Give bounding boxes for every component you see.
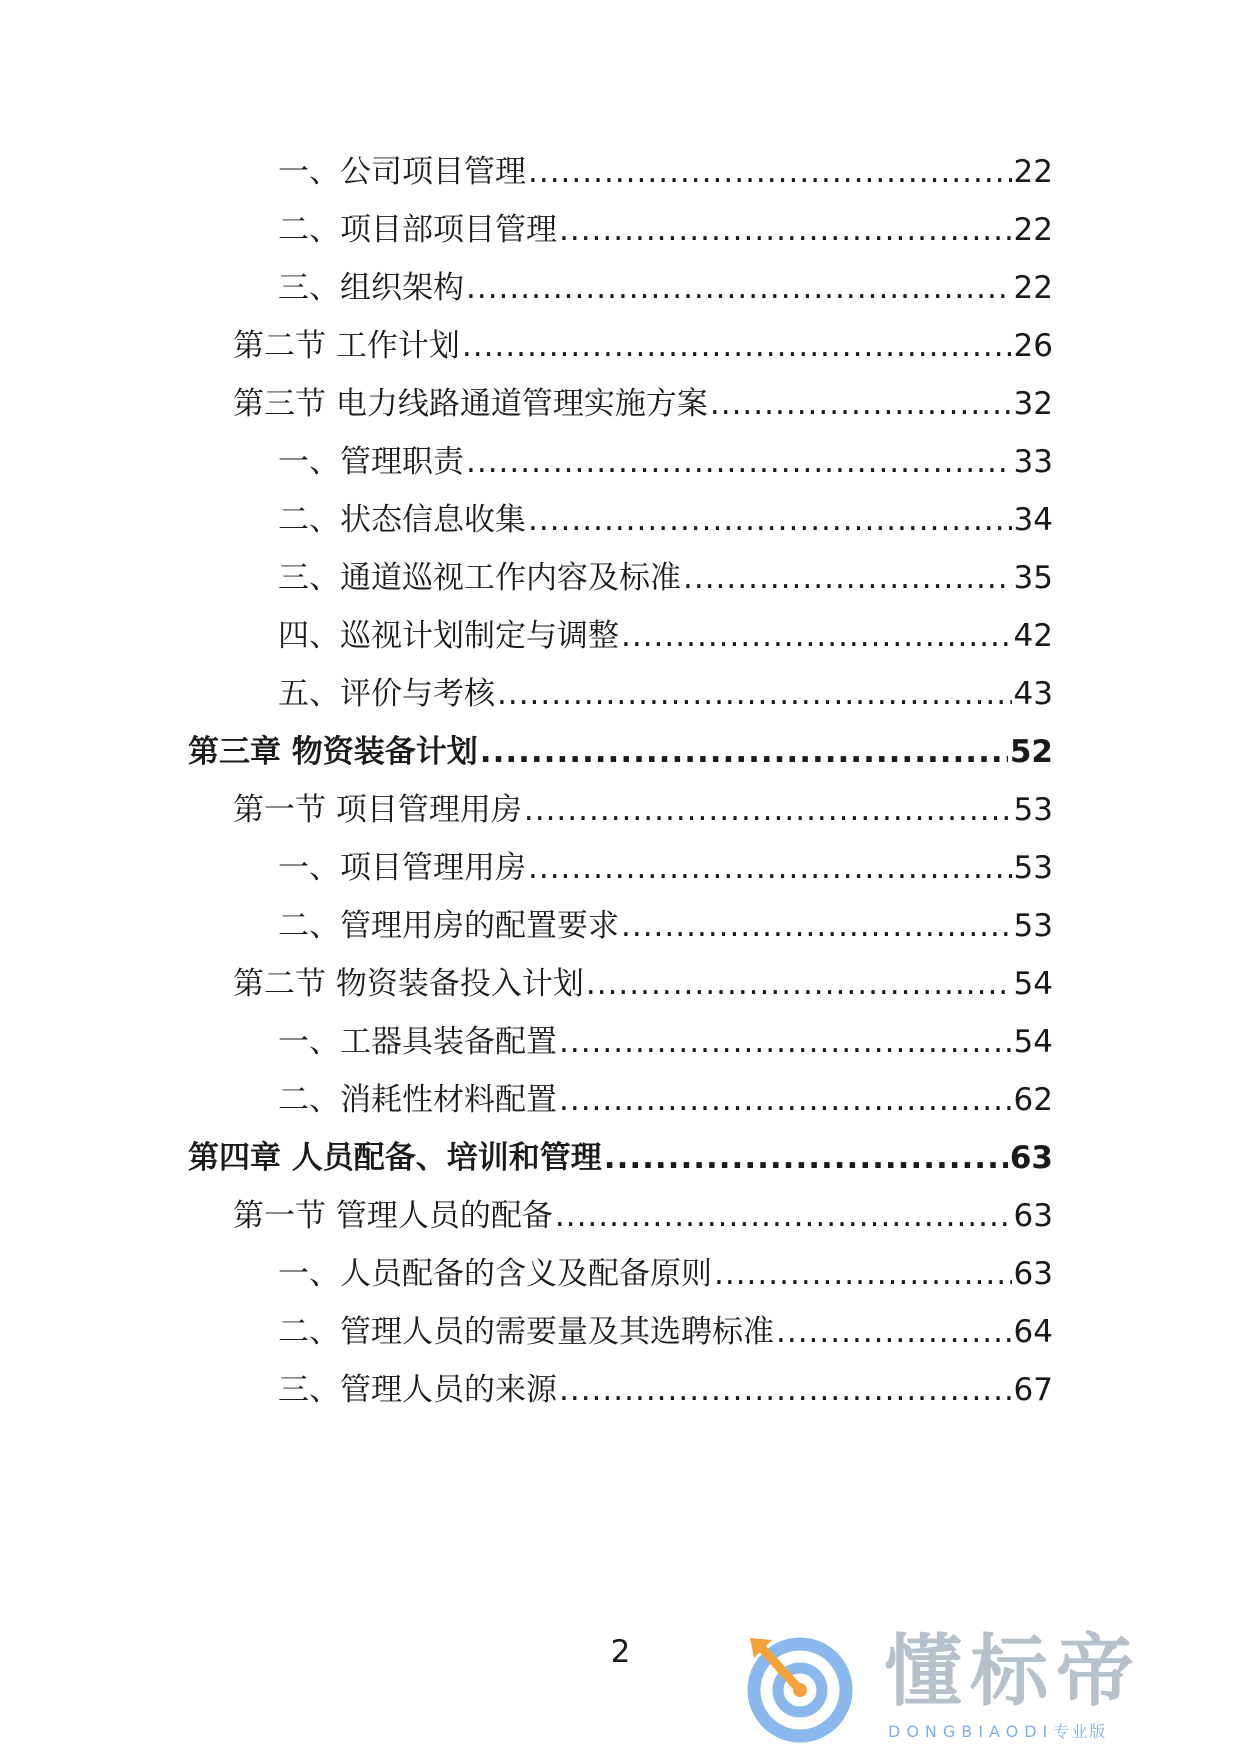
toc-entry-page: 67 [1013,1372,1053,1408]
toc-section-entry[interactable] [233,324,1053,368]
page-number: 2 [610,1634,631,1670]
toc-dot-leader [559,1078,1012,1122]
toc-entry-page: 63 [1013,1256,1053,1292]
toc-dot-leader [524,788,1012,832]
toc-entry-page: 53 [1013,908,1053,944]
toc-subsection-entry[interactable] [278,672,1053,716]
toc-entry-title: 二、消耗性材料配置 [278,1082,557,1118]
toc-entry-title: 第一节 项目管理用房 [233,792,522,828]
toc-dot-leader [604,1136,1008,1180]
toc-entry-title: 一、工器具装备配置 [278,1024,557,1060]
toc-subsection-entry[interactable] [278,1078,1053,1122]
toc-subsection-entry[interactable] [278,1310,1053,1354]
toc-dot-leader [555,1194,1012,1238]
toc-entry-page: 32 [1013,386,1053,422]
toc-dot-leader [683,556,1012,600]
toc-entry-title: 一、项目管理用房 [278,850,526,886]
toc-entry-title: 四、巡视计划制定与调整 [278,618,619,654]
toc-dot-leader [621,614,1012,658]
watermark-logo [738,1624,1218,1746]
toc-entry-title: 一、人员配备的含义及配备原则 [278,1256,712,1292]
toc-subsection-entry[interactable] [278,440,1053,484]
toc-dot-leader [528,498,1012,542]
toc-dot-leader [714,1252,1012,1296]
toc-entry-title: 二、状态信息收集 [278,502,526,538]
toc-entry-title: 五、评价与考核 [278,676,495,712]
toc-entry-page: 64 [1013,1314,1053,1350]
toc-dot-leader [528,150,1012,194]
toc-subsection-entry[interactable] [278,1252,1053,1296]
toc-entry-title: 一、公司项目管理 [278,154,526,190]
toc-entry-page: 63 [1013,1198,1053,1234]
watermark-tag: 专业版 [1053,1722,1108,1741]
toc-entry-title: 一、管理职责 [278,444,464,480]
toc-subsection-entry[interactable] [278,556,1053,600]
toc-entry-page: 22 [1013,270,1053,306]
target-arrow-icon [742,1628,858,1744]
toc-entry-title: 三、通道巡视工作内容及标准 [278,560,681,596]
toc-dot-leader [710,382,1012,426]
toc-subsection-entry[interactable] [278,266,1053,310]
toc-dot-leader [466,266,1012,310]
toc-entry-page: 33 [1013,444,1053,480]
toc-subsection-entry[interactable] [278,150,1053,194]
toc-entry-page: 22 [1013,154,1053,190]
toc-subsection-entry[interactable] [278,208,1053,252]
toc-entry-title: 二、管理人员的需要量及其选聘标准 [278,1314,774,1350]
toc-entry-page: 42 [1013,618,1053,654]
toc-chapter-entry[interactable] [188,1136,1053,1180]
toc-dot-leader [559,208,1012,252]
toc-dot-leader [497,672,1012,716]
toc-dot-leader [480,730,1008,774]
toc-dot-leader [559,1368,1012,1412]
toc-entry-title: 第二节 工作计划 [233,328,460,364]
toc-dot-leader [621,904,1012,948]
toc-entry-page: 35 [1013,560,1053,596]
toc-dot-leader [462,324,1012,368]
toc-dot-leader [586,962,1012,1006]
toc-dot-leader [466,440,1012,484]
toc-entry-title: 第二节 物资装备投入计划 [233,966,584,1002]
toc-entry-page: 43 [1013,676,1053,712]
toc-entry-page: 52 [1009,734,1053,770]
toc-entry-page: 54 [1013,966,1053,1002]
toc-dot-leader [528,846,1012,890]
watermark-pinyin: DONGBIAODI [888,1722,1054,1741]
toc-dot-leader [776,1310,1012,1354]
toc-entry-page: 63 [1009,1140,1053,1176]
toc-entry-page: 22 [1013,212,1053,248]
toc-entry-page: 62 [1013,1082,1053,1118]
toc-section-entry[interactable] [233,788,1053,832]
toc-dot-leader [559,1020,1012,1064]
toc-entry-title: 三、管理人员的来源 [278,1372,557,1408]
toc-entry-title: 第一节 管理人员的配备 [233,1198,553,1234]
toc-entry-page: 54 [1013,1024,1053,1060]
toc-entry-page: 53 [1013,850,1053,886]
toc-section-entry[interactable] [233,1194,1053,1238]
toc-subsection-entry[interactable] [278,904,1053,948]
toc-chapter-entry[interactable] [188,730,1053,774]
toc-entry-title: 第四章 人员配备、培训和管理 [188,1140,602,1176]
toc-entry-page: 34 [1013,502,1053,538]
toc-entry-title: 二、项目部项目管理 [278,212,557,248]
toc-entry-title: 二、管理用房的配置要求 [278,908,619,944]
toc-subsection-entry[interactable] [278,498,1053,542]
toc-entry-title: 第三章 物资装备计划 [188,734,478,770]
toc-subsection-entry[interactable] [278,846,1053,890]
toc-subsection-entry[interactable] [278,614,1053,658]
toc-entry-title: 第三节 电力线路通道管理实施方案 [233,386,708,422]
toc-entry-page: 53 [1013,792,1053,828]
toc-subsection-entry[interactable] [278,1020,1053,1064]
toc-subsection-entry[interactable] [278,1368,1053,1412]
toc-entry-page: 26 [1013,328,1053,364]
toc-section-entry[interactable] [233,962,1053,1006]
watermark-name: 懂标帝 [884,1627,1143,1717]
toc-section-entry[interactable] [233,382,1053,426]
toc-entry-title: 三、组织架构 [278,270,464,306]
watermark-subtitle [888,1722,1107,1742]
